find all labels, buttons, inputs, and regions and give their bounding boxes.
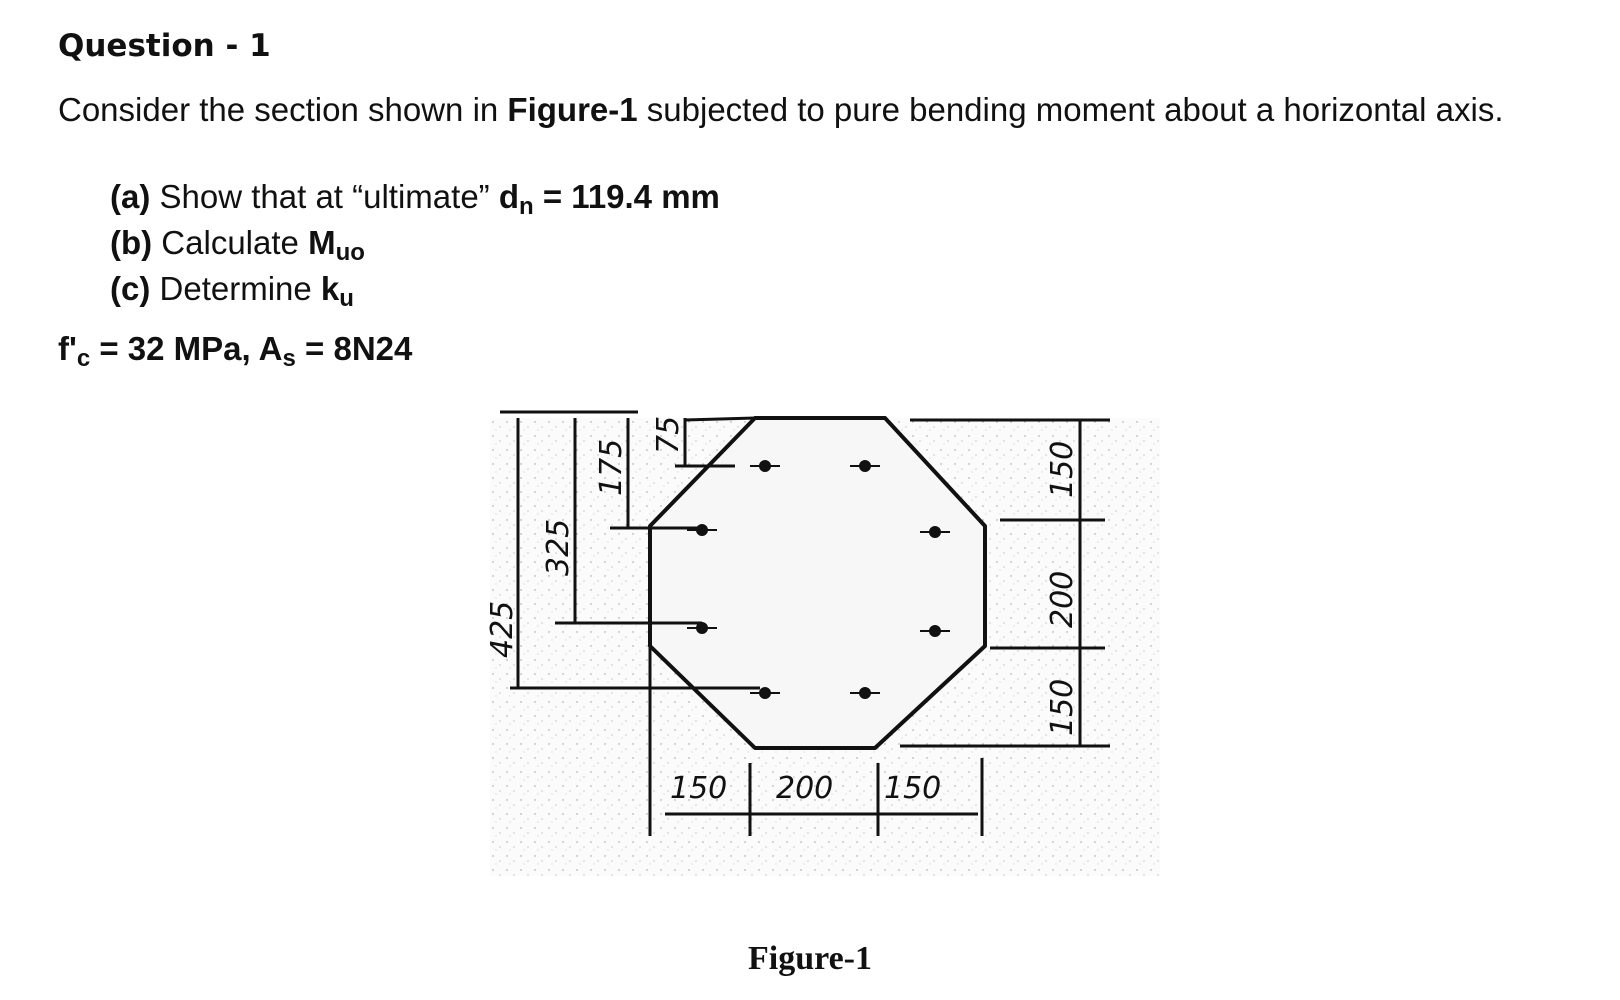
dim-left-175: 175	[594, 438, 629, 496]
section-figure	[485, 415, 1160, 876]
given-values	[58, 330, 413, 372]
fc-subscript: c	[76, 345, 91, 372]
question-intro	[58, 86, 1538, 134]
part-b	[110, 224, 365, 266]
part-c-subscript: u	[339, 285, 354, 312]
part-a-text: Show that at “ultimate”	[150, 178, 499, 215]
dim-right-150-top: 150	[1045, 440, 1080, 498]
dim-right-150-bottom: 150	[1045, 678, 1080, 736]
part-a-subscript: n	[519, 193, 534, 220]
part-a-variable: d	[498, 178, 519, 215]
part-c-variable: k	[320, 270, 340, 307]
part-c-label: (c)	[110, 270, 151, 307]
part-a-value: = 119.4 mm	[533, 178, 720, 215]
dim-bottom-150-left: 150	[670, 771, 728, 806]
part-a-label: (a)	[110, 178, 151, 215]
part-b-label: (b)	[110, 224, 153, 261]
dim-right-200: 200	[1045, 570, 1080, 628]
figure-caption: Figure-1	[747, 940, 872, 977]
part-c-text: Determine	[150, 270, 321, 307]
as-symbol: A	[258, 330, 283, 367]
dim-left-325: 325	[541, 518, 576, 576]
part-b-variable: M	[308, 224, 336, 261]
part-b-text: Calculate	[152, 224, 309, 261]
figure-reference: Figure-1	[507, 91, 638, 128]
as-subscript: s	[282, 345, 296, 372]
question-title: Question - 1	[58, 28, 271, 64]
fc-value: = 32 MPa,	[90, 330, 259, 367]
part-b-subscript: uo	[335, 239, 365, 266]
part-c	[110, 270, 354, 312]
part-a	[110, 178, 720, 220]
dim-bottom-150-right: 150	[884, 771, 942, 806]
dim-bottom-200: 200	[776, 771, 834, 806]
intro-text-before: Consider the section shown in	[58, 91, 508, 128]
as-value: = 8N24	[295, 330, 413, 367]
fc-symbol: f'	[58, 330, 77, 367]
dim-left-75: 75	[651, 415, 686, 454]
dim-left-425: 425	[485, 600, 520, 658]
intro-text-after: subjected to pure bending moment about a horizontal axis.	[637, 91, 1504, 128]
